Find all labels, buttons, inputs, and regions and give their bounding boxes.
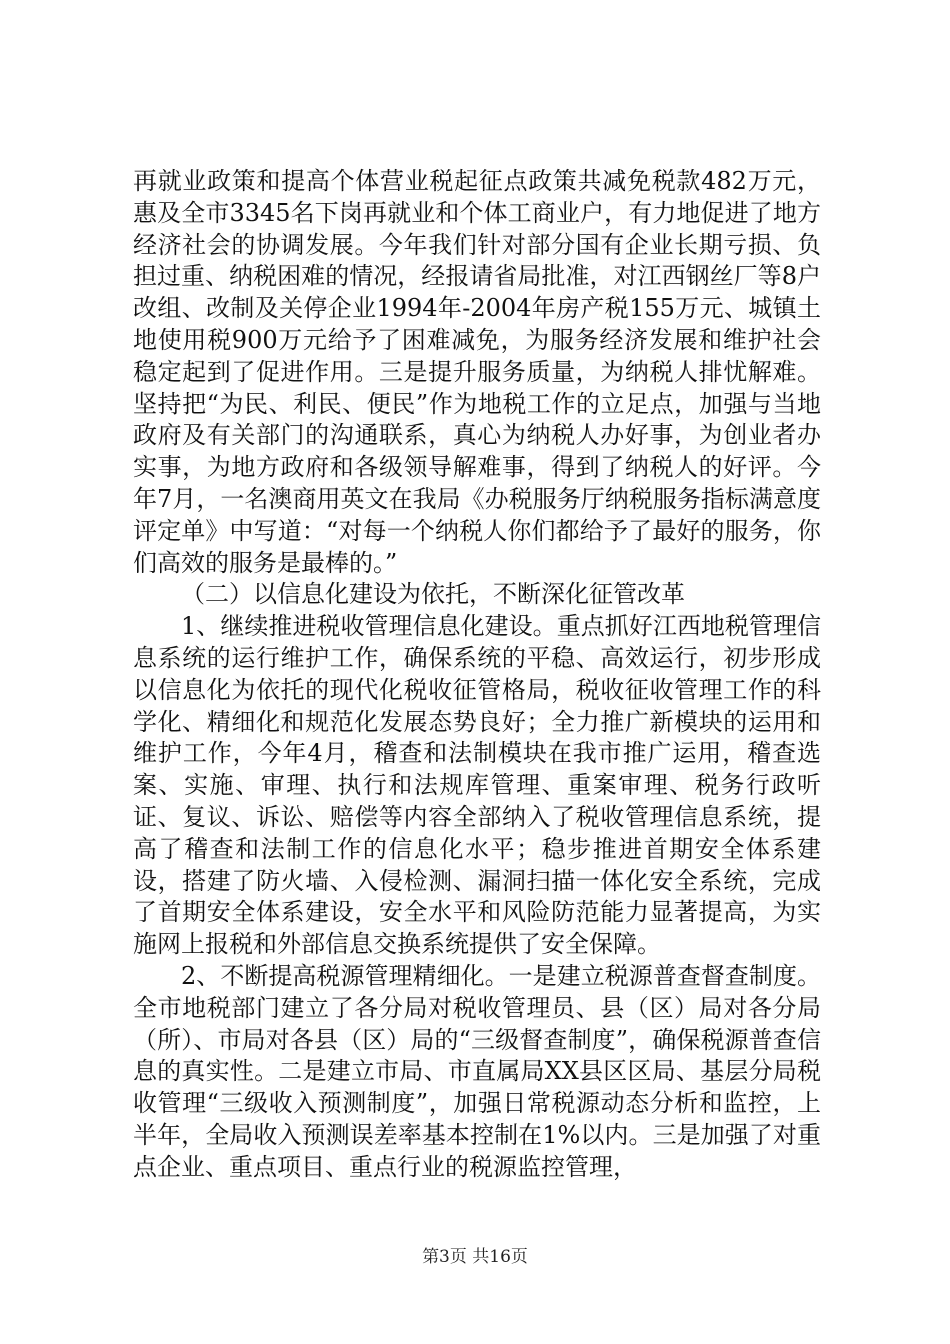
page-number: 第3页 共16页 [422,1247,528,1267]
section-heading: （二）以信息化建设为依托，不断深化征管改革 [181,580,685,609]
paragraph-informatization: 1、继续推进税收管理信息化建设。重点抓好江西地税管理信息系统的运行维护工作，确保系统的平稳、高效运行，初步形成以信息化为依托的现代化税收征管格局，税收征收管理工作的科学化、精细化和规范化发展态势良好；全力推广新模块的运用和维护工作，今年4月，稽查和法制模块在我市推广运用，稽查选案、实施、审理、执行和法规库管理、重案审理、税务行政听证、复议、诉讼、赔偿等内容全部纳入了税收管理信息系统，提高了稽查和法制工作的信息化水平；稳步推进首期安全体系建设，搭建了防火墙、入侵检测、漏洞扫描一体化安全系统，完成了首期安全体系建设，安全水平和风险防范能力显著提高，为实施网上报税和外部信息交换系统提供了安全保障。 [133,612,821,959]
paragraph-continued: 再就业政策和提高个体营业税起征点政策共减免税款482万元，惠及全市3345名下岗再就业和个体工商业户，有力地促进了地方经济社会的协调发展。今年我们针对部分国有企业长期亏损、负担过重、纳税困难的情况，经报请省局批准，对江西钢丝厂等8户改组、改制及关停企业1994年-2004年房产税155万元、城镇土地使用税900万元给予了困难减免，为服务经济发展和维护社会稳定起到了促进作用。三是提升服务质量，为纳税人排忧解难。坚持把“为民、利民、便民”作为地税工作的立足点，加强与当地政府及有关部门的沟通联系，真心为纳税人办好事，为创业者办实事，为地方政府和各级领导解难事，得到了纳税人的好评。今年7月，一名澳商用英文在我局《办税服务厅纳税服务指标满意度评定单》中写道：“对每一个纳税人你们都给予了最好的服务，你们高效的服务是最棒的。” [133,167,821,577]
document-body [133,166,821,1184]
paragraph-tax-source: 2、不断提高税源管理精细化。一是建立税源普查督查制度。全市地税部门建立了各分局对税收管理员、县（区）局对各分局（所）、市局对各县（区）局的“三级督查制度”，确保税源普查信息的真实性。二是建立市局、市直属局XX县区区局、基层分局税收管理“三级收入预测制度”，加强日常税源动态分析和监控，上半年，全局收入预测误差率基本控制在1%以内。三是加强了对重点企业、重点项目、重点行业的税源监控管理， [133,961,821,1181]
page-footer [0,1242,950,1267]
